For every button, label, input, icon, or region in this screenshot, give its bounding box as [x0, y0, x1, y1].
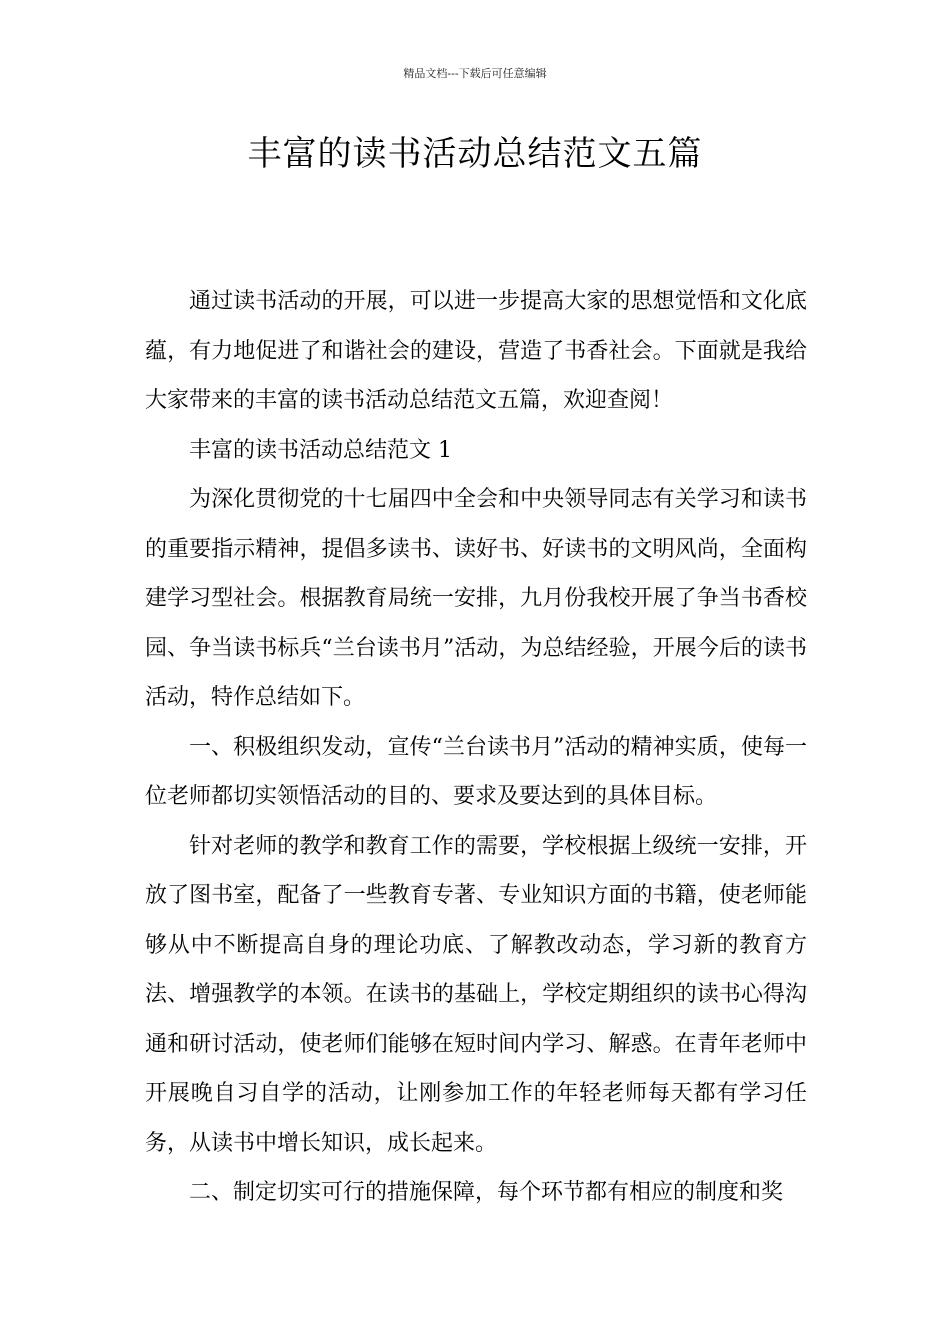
section-heading: 丰富的读书活动总结范文 1	[189, 437, 452, 463]
document-body	[145, 277, 807, 1218]
body-paragraph: 为深化贯彻党的十七届四中全会和中央领导同志有关学习和读书的重要指示精神，提倡多读书、读好书、好读书的文明风尚，全面构建学习型社会。根据教育局统一安排，九月份我校开展了争当书香校园、争当读书标兵“兰台读书月”活动，为总结经验，开展今后的读书活动，特作总结如下。	[145, 487, 807, 710]
document-title: 丰富的读书活动总结范文五篇	[247, 134, 703, 174]
intro-paragraph: 通过读书活动的开展，可以进一步提高大家的思想觉悟和文化底蕴，有力地促进了和谐社会的建设，营造了书香社会。下面就是我给大家带来的丰富的读书活动总结范文五篇，欢迎查阅！	[145, 289, 807, 413]
body-paragraph: 一、积极组织发动，宣传“兰台读书月”活动的精神实质，使每一位老师都切实领悟活动的目的、要求及要达到的具体目标。	[145, 734, 807, 809]
header-note: 精品文档---下载后可任意编辑	[403, 67, 547, 80]
body-paragraph: 二、制定切实可行的措施保障，每个环节都有相应的制度和奖	[189, 1180, 784, 1205]
body-paragraph: 针对老师的教学和教育工作的需要，学校根据上级统一安排，开放了图书室，配备了一些教育专著、专业知识方面的书籍，使老师能够从中不断提高自身的理论功底、了解教改动态，学习新的教育方法、增强教学的本领。在读书的基础上，学校定期组织的读书心得沟通和研讨活动，使老师们能够在短时间内学习、解惑。在青年老师中开展晚自习自学的活动，让刚参加工作的年轻老师每天都有学习任务，从读书中增长知识，成长起来。	[145, 833, 807, 1156]
